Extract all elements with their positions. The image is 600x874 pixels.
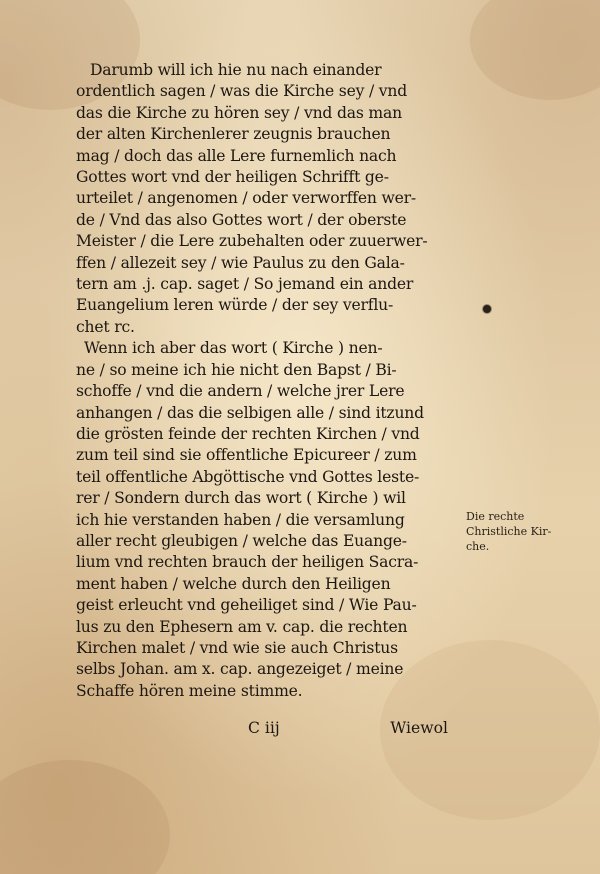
margin-note-line: Christliche Kir- (466, 525, 552, 538)
text-line: Darumb will ich hie nu nach einander (90, 61, 382, 79)
text-line: ne / so meine ich hie nicht den Bapst / Bi- (76, 360, 397, 379)
text-line: lium vnd rechten brauch der heiligen Sacra- (76, 553, 419, 572)
catchword: Wiewol (390, 719, 448, 737)
text-line: zum teil sind sie offentliche Epicureer / zum (76, 446, 417, 465)
text-line: Schaffe hören meine stimme. (76, 681, 303, 700)
text-line: lus zu den Ephesern am v. cap. die rechten (76, 617, 408, 636)
body-text (76, 60, 448, 702)
paper-stain (470, 0, 600, 100)
text-line: ich hie verstanden haben / die versamlung (76, 510, 405, 529)
text-line: die grösten feinde der rechten Kirchen / vnd (76, 424, 420, 443)
text-line: tern am .j. cap. saget / So jemand ein ander (76, 275, 414, 294)
text-line: anhangen / das die selbigen alle / sind itzund (76, 403, 424, 422)
text-line: ment haben / welche durch den Heiligen (76, 574, 391, 593)
text-line: das die Kirche zu hören sey / vnd das man (76, 103, 402, 122)
paper-stain (0, 760, 170, 874)
text-line: Kirchen malet / vnd wie sie auch Christus (76, 638, 398, 657)
text-line: rer / Sondern durch das wort ( Kirche ) wil (76, 489, 406, 508)
text-line: de / Vnd das also Gottes wort / der oberste (76, 210, 407, 229)
ink-dot (483, 305, 491, 313)
signature-mark: C iij (248, 719, 280, 737)
text-line: schoffe / vnd die andern / welche jrer Lere (76, 382, 405, 401)
margin-note-line: Die rechte (466, 510, 525, 523)
text-line: Euangelium leren würde / der sey verflu- (76, 296, 394, 315)
text-line: mag / doch das alle Lere furnemlich nach (76, 146, 397, 165)
margin-note (466, 509, 596, 554)
text-line: selbs Johan. am x. cap. angezeiget / meine (76, 660, 404, 679)
page-footer (248, 718, 448, 739)
text-line: ffen / allezeit sey / wie Paulus zu den Gala- (76, 253, 405, 272)
text-line: urteilet / angenomen / oder verworffen wer- (76, 189, 416, 208)
text-line: geist erleucht vnd geheiliget sind / Wie Pau- (76, 596, 417, 615)
text-line: Meister / die Lere zubehalten oder zuuerwer- (76, 232, 428, 251)
text-line: chet rc. (76, 317, 135, 336)
text-line: der alten Kirchenlerer zeugnis brauchen (76, 125, 391, 144)
text-line: Wenn ich aber das wort ( Kirche ) nen- (84, 339, 383, 358)
text-line: teil offentliche Abgöttische vnd Gottes leste- (76, 467, 420, 486)
text-line: ordentlich sagen / was die Kirche sey / vnd (76, 82, 408, 101)
margin-note-line: che. (466, 540, 490, 553)
text-line: Gottes wort vnd der heiligen Schrifft ge- (76, 168, 389, 187)
text-line: aller recht gleubigen / welche das Euange- (76, 531, 407, 550)
